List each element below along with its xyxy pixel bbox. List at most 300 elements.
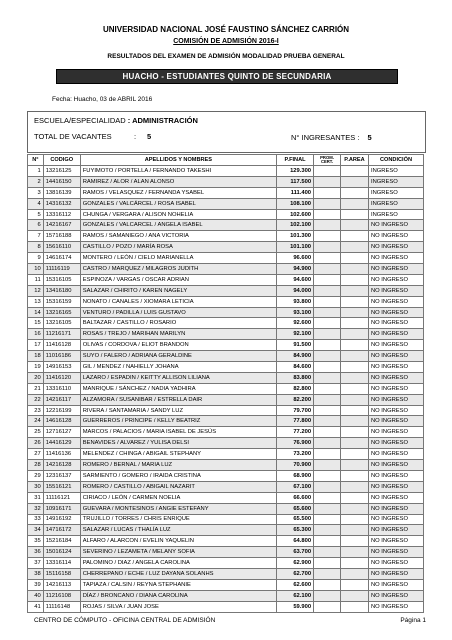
row-condicion: NO INGRESO	[369, 351, 424, 362]
row-prom	[314, 220, 341, 231]
row-pfinal: 62.700	[277, 568, 314, 579]
table-row	[28, 296, 424, 307]
row-codigo: 14916192	[43, 514, 80, 525]
row-codigo: 15316159	[43, 296, 80, 307]
row-name: OLIVAS / CORDOVA / ELIOT BRANDON	[80, 340, 276, 351]
row-pfinal: 67.100	[277, 481, 314, 492]
row-codigo: 13316114	[43, 558, 80, 569]
row-parea	[340, 394, 368, 405]
row-name: GONZALES / VALCÁRCEL / ROSA ISABEL	[80, 198, 276, 209]
row-parea	[340, 198, 368, 209]
table-row	[28, 372, 424, 383]
school-line	[34, 116, 198, 125]
row-codigo: 14616128	[43, 416, 80, 427]
row-parea	[340, 525, 368, 536]
row-prom	[314, 274, 341, 285]
table-row	[28, 351, 424, 362]
row-condicion: INGRESO	[369, 198, 424, 209]
row-prom	[314, 536, 341, 547]
row-condicion: NO INGRESO	[369, 383, 424, 394]
row-number: 26	[28, 438, 44, 449]
row-number: 30	[28, 481, 44, 492]
row-prom	[314, 503, 341, 514]
row-name: MONTERO / LEÓN / CIELO MARIANELLA	[80, 253, 276, 264]
row-pfinal: 117.500	[277, 176, 314, 187]
commission-title: COMISIÓN DE ADMISIÓN 2016-I	[173, 38, 279, 45]
row-name: MARCOS / PALACIOS / MARIA ISABEL DE JESÚS	[80, 427, 276, 438]
table-row	[28, 536, 424, 547]
row-codigo: 14316132	[43, 198, 80, 209]
row-prom	[314, 481, 341, 492]
row-name: TRUJILLO / TORRES / CHRIS ENRIQUE	[80, 514, 276, 525]
col-cond: CONDICIÓN	[369, 155, 424, 166]
row-parea	[340, 242, 368, 253]
row-name: BENAVIDES / ALVAREZ / YULISA DELSI	[80, 438, 276, 449]
row-pfinal: 92.100	[277, 329, 314, 340]
row-prom	[314, 416, 341, 427]
table-row	[28, 601, 424, 612]
row-codigo: 15216184	[43, 536, 80, 547]
row-number: 11	[28, 274, 44, 285]
row-prom	[314, 340, 341, 351]
row-codigo: 13216125	[43, 166, 80, 177]
row-parea	[340, 351, 368, 362]
row-condicion: NO INGRESO	[369, 405, 424, 416]
row-codigo: 13416180	[43, 285, 80, 296]
row-pfinal: 82.200	[277, 394, 314, 405]
table-row	[28, 383, 424, 394]
vacancies-colon: :	[134, 132, 137, 141]
row-condicion: INGRESO	[369, 176, 424, 187]
row-name: VENTURO / PADILLA / LUIS GUSTAVO	[80, 307, 276, 318]
row-condicion: NO INGRESO	[369, 579, 424, 590]
row-pfinal: 101.100	[277, 242, 314, 253]
row-prom	[314, 296, 341, 307]
table-row	[28, 329, 424, 340]
row-name: GIL / MENDEZ / NAHIELLY JOHANA	[80, 362, 276, 373]
row-parea	[340, 166, 368, 177]
row-condicion: NO INGRESO	[369, 470, 424, 481]
row-condicion: NO INGRESO	[369, 242, 424, 253]
row-parea	[340, 438, 368, 449]
row-codigo: 14216167	[43, 220, 80, 231]
row-codigo: 11116148	[43, 601, 80, 612]
row-number: 14	[28, 307, 44, 318]
row-condicion: INGRESO	[369, 209, 424, 220]
row-condicion: NO INGRESO	[369, 362, 424, 373]
row-parea	[340, 231, 368, 242]
table-row	[28, 427, 424, 438]
table-row	[28, 492, 424, 503]
table-row	[28, 579, 424, 590]
row-codigo: 13216165	[43, 307, 80, 318]
vacancies-value: 5	[147, 132, 152, 141]
row-pfinal: 68.900	[277, 470, 314, 481]
row-parea	[340, 601, 368, 612]
row-codigo: 11416136	[43, 449, 80, 460]
row-condicion: NO INGRESO	[369, 274, 424, 285]
row-prom	[314, 307, 341, 318]
table-row	[28, 590, 424, 601]
row-parea	[340, 503, 368, 514]
table-row	[28, 558, 424, 569]
row-pfinal: 129.300	[277, 166, 314, 177]
row-pfinal: 62.100	[277, 590, 314, 601]
university-title: UNIVERSIDAD NACIONAL JOSÉ FAUSTINO SÁNCHEZ CARRIÓN	[102, 25, 350, 34]
row-condicion: NO INGRESO	[369, 340, 424, 351]
row-pfinal: 94.900	[277, 264, 314, 275]
page-number: Página 1	[400, 617, 426, 624]
row-parea	[340, 558, 368, 569]
row-codigo: 11116119	[43, 264, 80, 275]
table-row	[28, 449, 424, 460]
row-number: 25	[28, 427, 44, 438]
table-row	[28, 187, 424, 198]
row-parea	[340, 470, 368, 481]
vacancies-label: TOTAL DE VACANTES	[34, 132, 112, 141]
row-prom	[314, 383, 341, 394]
table-row	[28, 481, 424, 492]
row-name: RIVERA / SANTAMARIA / SANDY LUZ	[80, 405, 276, 416]
row-condicion: NO INGRESO	[369, 416, 424, 427]
row-condicion: INGRESO	[369, 166, 424, 177]
row-number: 12	[28, 285, 44, 296]
row-parea	[340, 405, 368, 416]
col-prom: PROM. CERT.	[314, 155, 341, 166]
table-row	[28, 209, 424, 220]
row-codigo: 14416150	[43, 176, 80, 187]
table-row	[28, 416, 424, 427]
row-condicion: NO INGRESO	[369, 394, 424, 405]
row-codigo: 10916171	[43, 503, 80, 514]
row-codigo: 15716188	[43, 231, 80, 242]
row-condicion: NO INGRESO	[369, 492, 424, 503]
row-name: CIRIACO / LEÓN / CARMEN NOELIA	[80, 492, 276, 503]
row-number: 16	[28, 329, 44, 340]
row-codigo: 13316112	[43, 209, 80, 220]
row-condicion: NO INGRESO	[369, 220, 424, 231]
col-parea: P.AREA	[340, 155, 368, 166]
row-number: 28	[28, 460, 44, 471]
row-condicion: NO INGRESO	[369, 285, 424, 296]
col-num: N°	[28, 155, 44, 166]
row-pfinal: 59.900	[277, 601, 314, 612]
row-condicion: NO INGRESO	[369, 536, 424, 547]
table-row	[28, 166, 424, 177]
row-name: SALAZAR / LUCAS / THALÍA LUZ	[80, 525, 276, 536]
row-codigo: 14716172	[43, 525, 80, 536]
row-prom	[314, 166, 341, 177]
row-pfinal: 102.100	[277, 220, 314, 231]
row-codigo: 11016186	[43, 351, 80, 362]
row-number: 2	[28, 176, 44, 187]
row-condicion: NO INGRESO	[369, 547, 424, 558]
row-prom	[314, 318, 341, 329]
row-parea	[340, 492, 368, 503]
row-prom	[314, 514, 341, 525]
row-codigo: 11416120	[43, 372, 80, 383]
row-condicion: NO INGRESO	[369, 601, 424, 612]
table-row	[28, 503, 424, 514]
row-prom	[314, 362, 341, 373]
table-row	[28, 438, 424, 449]
row-prom	[314, 492, 341, 503]
row-number: 24	[28, 416, 44, 427]
row-number: 34	[28, 525, 44, 536]
row-codigo: 13816139	[43, 187, 80, 198]
row-pfinal: 101.300	[277, 231, 314, 242]
row-condicion: NO INGRESO	[369, 318, 424, 329]
row-pfinal: 77.200	[277, 427, 314, 438]
results-table	[27, 154, 424, 613]
table-row	[28, 264, 424, 275]
admitted-line	[291, 133, 372, 142]
row-prom	[314, 405, 341, 416]
row-parea	[340, 253, 368, 264]
row-name: ROJAS / SILVA / JUAN JOSE	[80, 601, 276, 612]
row-parea	[340, 481, 368, 492]
row-number: 6	[28, 220, 44, 231]
row-pfinal: 66.600	[277, 492, 314, 503]
results-title: RESULTADOS DEL EXAMEN DE ADMISIÓN MODALIDAD PRUEBA GENERAL	[107, 53, 345, 60]
row-name: ROMERO / CASTILLO / ABIGAIL NAZARIT	[80, 481, 276, 492]
table-row	[28, 547, 424, 558]
row-codigo: 14216128	[43, 460, 80, 471]
row-number: 7	[28, 231, 44, 242]
row-number: 32	[28, 503, 44, 514]
row-prom	[314, 449, 341, 460]
row-pfinal: 94.600	[277, 274, 314, 285]
row-pfinal: 84.600	[277, 362, 314, 373]
row-number: 18	[28, 351, 44, 362]
row-codigo: 15316105	[43, 274, 80, 285]
row-codigo: 13216105	[43, 318, 80, 329]
table-row	[28, 362, 424, 373]
row-number: 40	[28, 590, 44, 601]
row-pfinal: 83.800	[277, 372, 314, 383]
row-prom	[314, 601, 341, 612]
row-number: 36	[28, 547, 44, 558]
row-parea	[340, 285, 368, 296]
row-parea	[340, 536, 368, 547]
row-parea	[340, 372, 368, 383]
table-row	[28, 318, 424, 329]
row-number: 23	[28, 405, 44, 416]
row-number: 29	[28, 470, 44, 481]
row-number: 10	[28, 264, 44, 275]
row-name: RAMOS / SAMANIEGO / ANA VICTORIA	[80, 231, 276, 242]
row-parea	[340, 296, 368, 307]
row-parea	[340, 264, 368, 275]
row-pfinal: 65.600	[277, 503, 314, 514]
row-pfinal: 92.600	[277, 318, 314, 329]
row-prom	[314, 187, 341, 198]
row-codigo: 15016124	[43, 547, 80, 558]
table-row	[28, 514, 424, 525]
row-number: 3	[28, 187, 44, 198]
row-condicion: NO INGRESO	[369, 427, 424, 438]
row-name: RAMIREZ / ALOR / ALAN ALONSO	[80, 176, 276, 187]
row-condicion: NO INGRESO	[369, 503, 424, 514]
row-name: FUYIMOTO / PORTELLA / FERNANDO TAKESHI	[80, 166, 276, 177]
row-prom	[314, 590, 341, 601]
admitted-value: 5	[367, 133, 372, 142]
row-codigo: 14216117	[43, 394, 80, 405]
row-pfinal: 94.000	[277, 285, 314, 296]
row-pfinal: 108.100	[277, 198, 314, 209]
row-name: RAMOS / VELASQUEZ / FERNANDA YSABEL	[80, 187, 276, 198]
row-prom	[314, 525, 341, 536]
row-codigo: 11116121	[43, 492, 80, 503]
row-codigo: 12716127	[43, 427, 80, 438]
row-parea	[340, 547, 368, 558]
row-pfinal: 111.400	[277, 187, 314, 198]
row-codigo: 12216199	[43, 405, 80, 416]
row-name: CASTRO / MARQUEZ / MILAGROS JUDITH	[80, 264, 276, 275]
row-prom	[314, 242, 341, 253]
section-banner: HUACHO - ESTUDIANTES QUINTO DE SECUNDARIA	[56, 69, 398, 84]
row-number: 41	[28, 601, 44, 612]
date-line: Fecha: Huacho, 03 de ABRIL 2016	[52, 96, 153, 103]
row-pfinal: 96.600	[277, 253, 314, 264]
row-parea	[340, 176, 368, 187]
row-pfinal: 79.700	[277, 405, 314, 416]
row-condicion: NO INGRESO	[369, 253, 424, 264]
row-condicion: NO INGRESO	[369, 449, 424, 460]
row-pfinal: 84.900	[277, 351, 314, 362]
row-number: 9	[28, 253, 44, 264]
row-number: 20	[28, 372, 44, 383]
row-pfinal: 91.500	[277, 340, 314, 351]
row-parea	[340, 329, 368, 340]
row-prom	[314, 198, 341, 209]
table-row	[28, 274, 424, 285]
row-number: 17	[28, 340, 44, 351]
row-pfinal: 76.900	[277, 438, 314, 449]
row-parea	[340, 307, 368, 318]
row-pfinal: 77.800	[277, 416, 314, 427]
table-row	[28, 242, 424, 253]
row-name: SUYO / FALERO / ADRIANA GERALDINE	[80, 351, 276, 362]
row-condicion: NO INGRESO	[369, 568, 424, 579]
row-parea	[340, 416, 368, 427]
row-codigo: 15116158	[43, 568, 80, 579]
row-name: DÍAZ / BRONCANO / DIANA CAROLINA	[80, 590, 276, 601]
row-prom	[314, 427, 341, 438]
row-prom	[314, 351, 341, 362]
row-parea	[340, 590, 368, 601]
row-name: MELENDEZ / CHINGA / ABIGAIL STEPHANY	[80, 449, 276, 460]
row-pfinal: 102.600	[277, 209, 314, 220]
school-value: : ADMINISTRACIÓN	[127, 116, 198, 125]
row-condicion: NO INGRESO	[369, 438, 424, 449]
row-codigo: 11216108	[43, 590, 80, 601]
admitted-label: N° INGRESANTES :	[291, 133, 360, 142]
row-condicion: NO INGRESO	[369, 525, 424, 536]
row-name: CHERREPANO / ECHE / LUZ DAYANA SOLANHS	[80, 568, 276, 579]
row-prom	[314, 579, 341, 590]
row-name: BALTAZAR / CASTILLO / ROSARIO	[80, 318, 276, 329]
row-condicion: NO INGRESO	[369, 514, 424, 525]
row-number: 15	[28, 318, 44, 329]
row-name: TAPIAZA / CALSIN / REYNA STEPHANIE	[80, 579, 276, 590]
row-pfinal: 73.200	[277, 449, 314, 460]
row-condicion: NO INGRESO	[369, 460, 424, 471]
row-number: 37	[28, 558, 44, 569]
table-row	[28, 340, 424, 351]
row-name: GUERREROS / PRINCIPE / KELLY BEATRIZ	[80, 416, 276, 427]
row-prom	[314, 372, 341, 383]
row-codigo: 14616174	[43, 253, 80, 264]
row-name: SALAZAR / CHIRITO / KAREN NAGELY	[80, 285, 276, 296]
row-pfinal: 62.900	[277, 558, 314, 569]
row-condicion: NO INGRESO	[369, 307, 424, 318]
row-number: 8	[28, 242, 44, 253]
row-parea	[340, 362, 368, 373]
row-prom	[314, 176, 341, 187]
row-parea	[340, 209, 368, 220]
row-codigo: 14916153	[43, 362, 80, 373]
row-number: 27	[28, 449, 44, 460]
row-name: ALZAMORA / SUSANIBAR / ESTRELLA DAIR	[80, 394, 276, 405]
table-row	[28, 525, 424, 536]
table-row	[28, 198, 424, 209]
row-parea	[340, 568, 368, 579]
row-codigo: 12316137	[43, 470, 80, 481]
row-parea	[340, 514, 368, 525]
row-name: NONATO / CANALES / XIOMARA LETICIA	[80, 296, 276, 307]
table-row	[28, 405, 424, 416]
row-prom	[314, 285, 341, 296]
row-pfinal: 64.800	[277, 536, 314, 547]
row-number: 1	[28, 166, 44, 177]
table-row	[28, 460, 424, 471]
table-row	[28, 568, 424, 579]
row-parea	[340, 220, 368, 231]
row-number: 35	[28, 536, 44, 547]
row-parea	[340, 579, 368, 590]
row-prom	[314, 558, 341, 569]
row-prom	[314, 329, 341, 340]
row-number: 22	[28, 394, 44, 405]
row-name: SEVERINO / LEZAMETA / MELANY SOFIA	[80, 547, 276, 558]
row-codigo: 11416128	[43, 340, 80, 351]
row-prom	[314, 394, 341, 405]
row-parea	[340, 383, 368, 394]
table-row	[28, 394, 424, 405]
row-codigo: 11216171	[43, 329, 80, 340]
col-nombres: APELLIDOS Y NOMBRES	[80, 155, 276, 166]
row-parea	[340, 460, 368, 471]
row-parea	[340, 449, 368, 460]
row-condicion: NO INGRESO	[369, 296, 424, 307]
row-prom	[314, 253, 341, 264]
row-pfinal: 70.900	[277, 460, 314, 471]
row-name: CHUNGA / VERGARA / ALISON NOHELIA	[80, 209, 276, 220]
row-codigo: 15516121	[43, 481, 80, 492]
row-name: ESPINOZA / VARGAS / OSCAR ADRIAN	[80, 274, 276, 285]
footer-left: CENTRO DE CÓMPUTO - OFICINA CENTRAL DE ADMISIÓN	[34, 617, 216, 624]
row-condicion: INGRESO	[369, 187, 424, 198]
row-pfinal: 65.300	[277, 525, 314, 536]
table-row	[28, 176, 424, 187]
row-name: SARMIENTO / GOMERO / IRAIDA CRISTINA	[80, 470, 276, 481]
row-name: CASTILLO / POZO / MARÍA ROSA	[80, 242, 276, 253]
vacancies-line	[34, 132, 152, 141]
row-name: GONZALES / VALCARCEL / ANGELA ISABEL	[80, 220, 276, 231]
row-number: 5	[28, 209, 44, 220]
row-condicion: NO INGRESO	[369, 264, 424, 275]
